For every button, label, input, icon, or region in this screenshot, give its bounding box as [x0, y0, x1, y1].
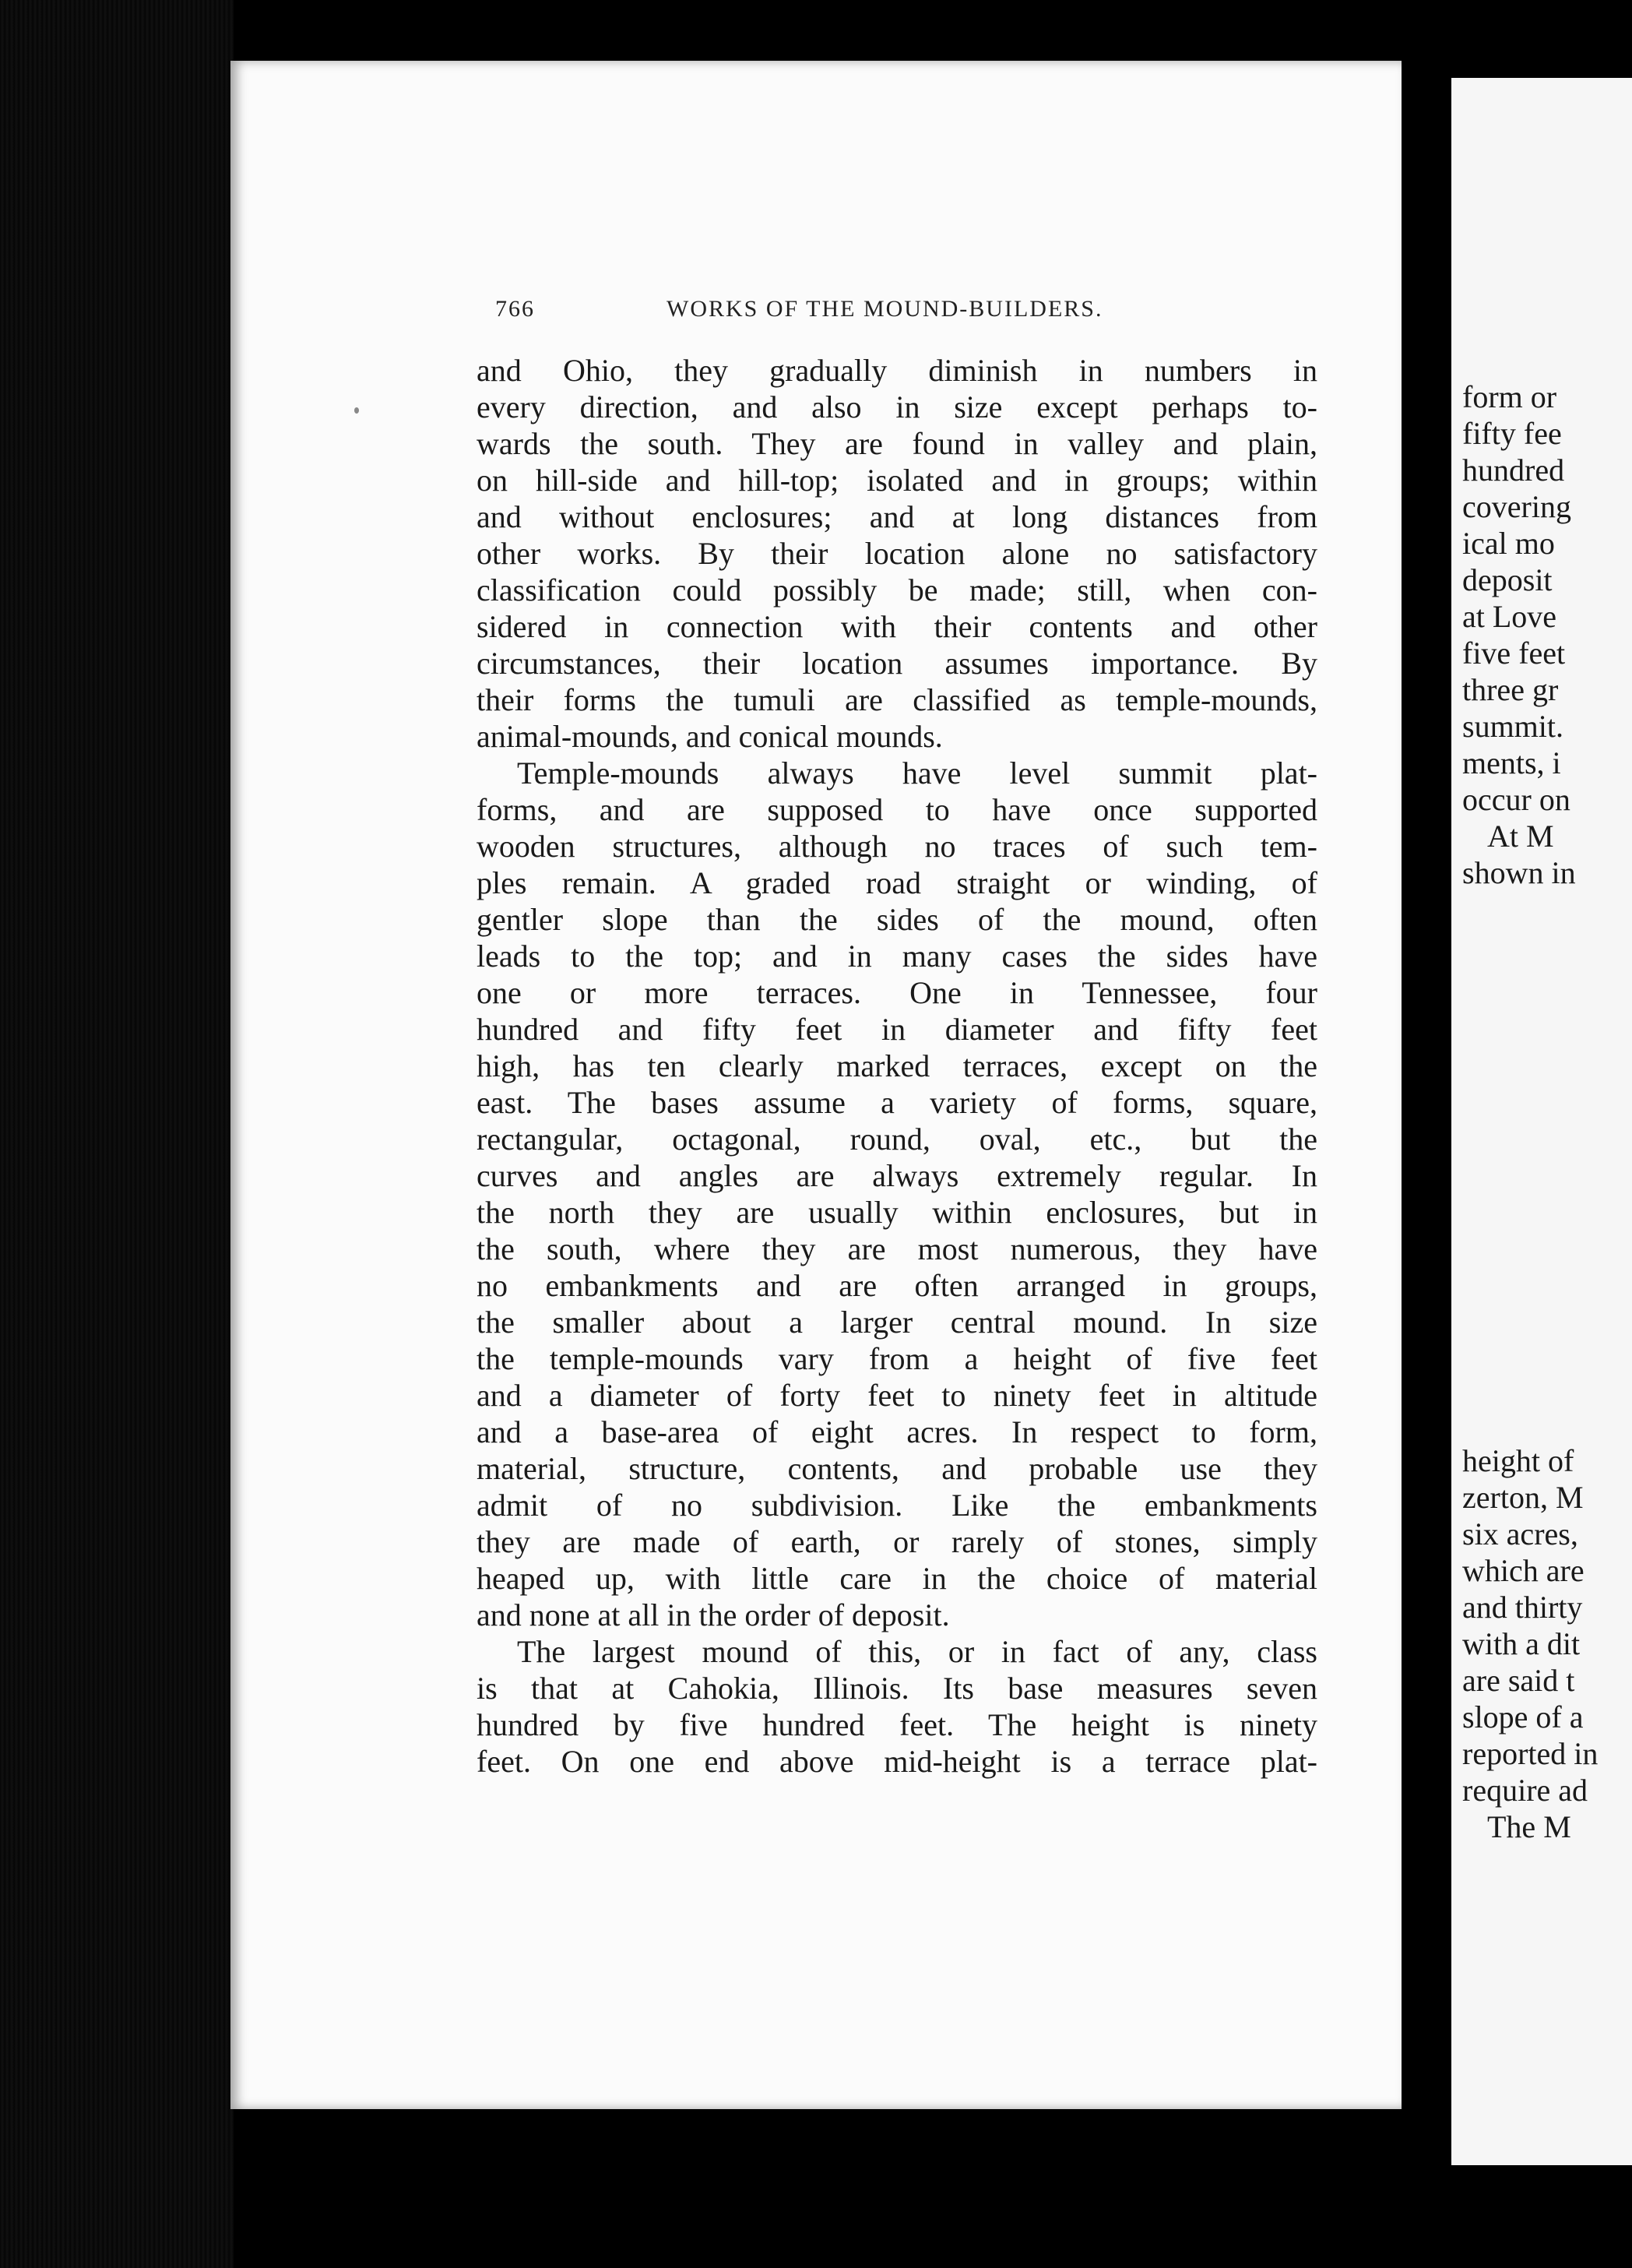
page-number: 766	[495, 296, 535, 322]
text-line: ples remain. A graded road straight or winding, of	[477, 865, 1317, 900]
facing-text-line: ments, i	[1462, 745, 1561, 780]
running-head-title: WORKS OF THE MOUND-BUILDERS.	[667, 296, 1103, 322]
page-stack-edge	[0, 0, 234, 2268]
text-line: is that at Cahokia, Illinois. Its base measures seven	[477, 1671, 1317, 1706]
text-line: high, has ten clearly marked terraces, except on the	[477, 1048, 1317, 1083]
paragraph-start-line: The largest mound of this, or in fact of any, class	[517, 1634, 1317, 1669]
text-line: other works. By their location alone no satisfactory	[477, 536, 1317, 571]
facing-text-line: fifty fee	[1462, 416, 1562, 451]
text-line: they are made of earth, or rarely of stones, simply	[477, 1524, 1317, 1559]
text-line: and a diameter of forty feet to ninety feet in altitude	[477, 1378, 1317, 1413]
text-line: the temple-mounds vary from a height of five feet	[477, 1341, 1317, 1376]
facing-text-line: height of	[1462, 1443, 1574, 1478]
facing-text-line: at Love	[1462, 599, 1557, 634]
text-line: hundred and fifty feet in diameter and fifty feet	[477, 1012, 1317, 1047]
facing-text-line: with a dit	[1462, 1626, 1581, 1661]
text-line: admit of no subdivision. Like the embankments	[477, 1488, 1317, 1523]
text-line: heaped up, with little care in the choice of material	[477, 1561, 1317, 1596]
facing-text-line: ical mo	[1462, 526, 1555, 561]
body-text	[477, 352, 1317, 1780]
facing-text-line: deposit	[1462, 562, 1553, 597]
facing-text-line: summit.	[1462, 709, 1564, 744]
facing-text-line: At M	[1487, 819, 1554, 854]
margin-mark	[354, 407, 359, 414]
text-line: leads to the top; and in many cases the sides have	[477, 939, 1317, 974]
text-line: curves and angles are always extremely regular. In	[477, 1158, 1317, 1193]
text-line: animal-mounds, and conical mounds.	[477, 719, 943, 754]
text-line: gentler slope than the sides of the mound, often	[477, 902, 1317, 937]
facing-text-line: and thirty	[1462, 1590, 1583, 1625]
text-line: material, structure, contents, and probable use they	[477, 1451, 1317, 1486]
text-line: and none at all in the order of deposit.	[477, 1597, 950, 1632]
text-line: wooden structures, although no traces of such tem-	[477, 829, 1317, 864]
text-line: no embankments and are often arranged in groups,	[477, 1268, 1317, 1303]
facing-text-line: which are	[1462, 1553, 1585, 1588]
facing-text-line: six acres,	[1462, 1516, 1578, 1551]
facing-text-line: covering	[1462, 489, 1571, 524]
book-gutter	[1402, 47, 1451, 2165]
facing-text-line: occur on	[1462, 782, 1570, 817]
facing-page-lower-text	[1462, 1442, 1632, 1845]
text-line: wards the south. They are found in valley and plain,	[477, 426, 1317, 461]
facing-text-line: shown in	[1462, 855, 1576, 890]
paragraph-start-line: Temple-mounds always have level summit plat-	[517, 755, 1317, 791]
facing-text-line: zerton, M	[1462, 1480, 1584, 1515]
text-line: sidered in connection with their contents and other	[477, 609, 1317, 644]
text-line: the smaller about a larger central mound. In size	[477, 1305, 1317, 1340]
facing-text-line: three gr	[1462, 672, 1559, 707]
facing-text-line: form or	[1462, 379, 1557, 414]
text-line: on hill-side and hill-top; isolated and in groups; within	[477, 463, 1317, 498]
facing-text-line: hundred	[1462, 453, 1565, 488]
text-line: the north they are usually within enclosures, but in	[477, 1195, 1317, 1230]
text-line: and Ohio, they gradually diminish in numbers in	[477, 353, 1317, 388]
facing-text-line: five feet	[1462, 636, 1566, 671]
text-line: rectangular, octagonal, round, oval, etc., but the	[477, 1122, 1317, 1157]
facing-page-upper-text	[1462, 379, 1632, 891]
text-line: east. The bases assume a variety of forms, square,	[477, 1085, 1317, 1120]
text-line: one or more terraces. One in Tennessee, four	[477, 975, 1317, 1010]
facing-text-line: require ad	[1462, 1773, 1588, 1808]
text-line: forms, and are supposed to have once supported	[477, 792, 1317, 827]
text-line: hundred by five hundred feet. The height is ninety	[477, 1707, 1317, 1742]
facing-text-line: reported in	[1462, 1736, 1599, 1771]
facing-text-line: The M	[1487, 1809, 1571, 1844]
text-line: and without enclosures; and at long distances from	[477, 499, 1317, 534]
facing-text-line: are said t	[1462, 1663, 1575, 1698]
text-line: their forms the tumuli are classified as temple-mounds,	[477, 682, 1317, 717]
text-line: every direction, and also in size except perhaps to-	[477, 389, 1317, 424]
text-line: circumstances, their location assumes importance. By	[477, 646, 1317, 681]
text-line: classification could possibly be made; still, when con-	[477, 572, 1317, 608]
text-line: feet. On one end above mid-height is a terrace plat-	[477, 1744, 1317, 1779]
facing-text-line: slope of a	[1462, 1699, 1584, 1734]
text-line: the south, where they are most numerous, they have	[477, 1231, 1317, 1266]
text-line: and a base-area of eight acres. In respect to form,	[477, 1414, 1317, 1449]
